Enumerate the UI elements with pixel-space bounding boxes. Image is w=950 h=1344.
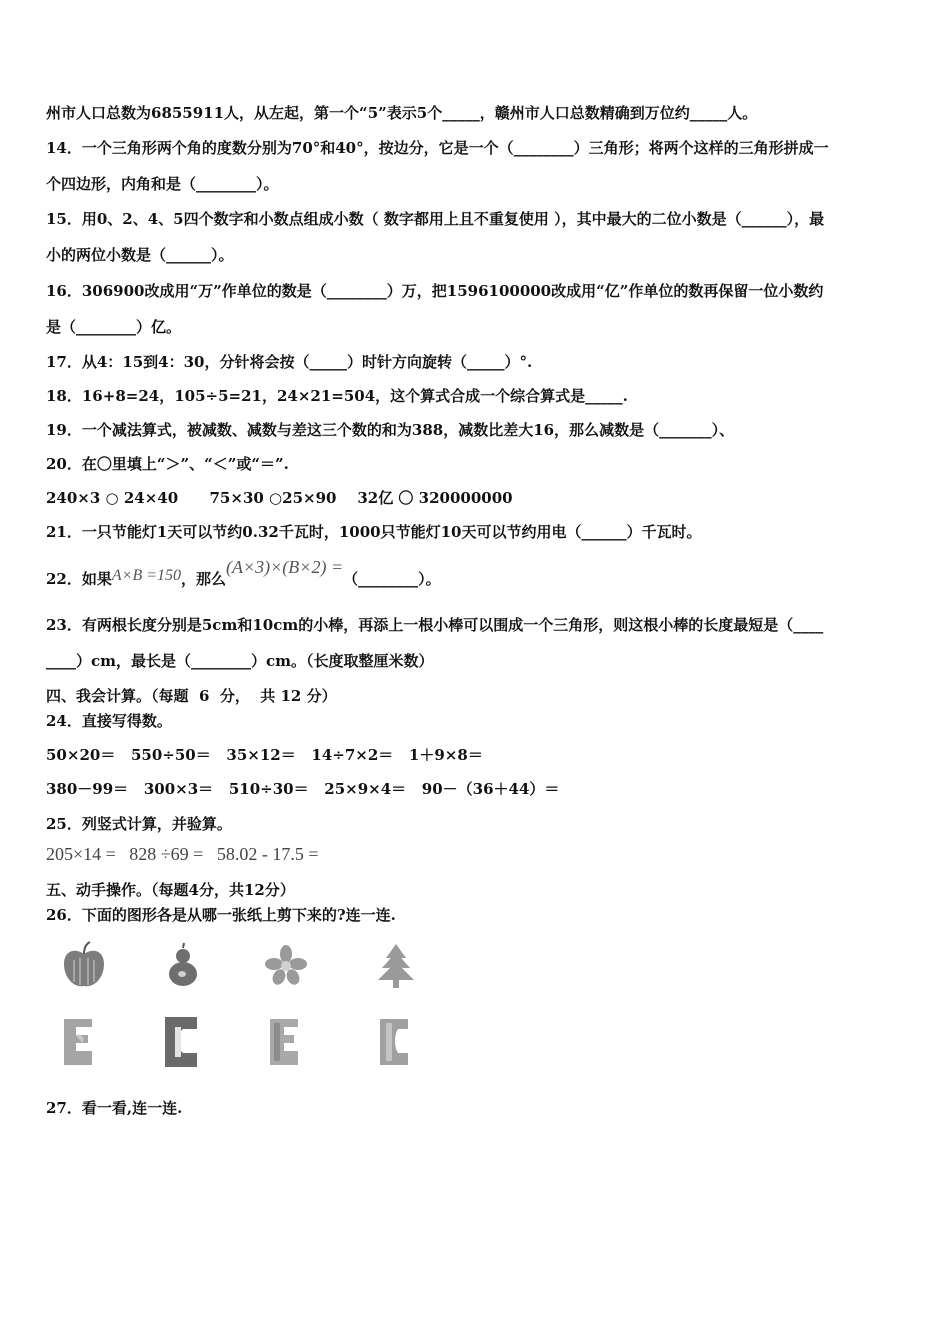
q21-line: 21．一只节能灯1天可以节约0.32千瓦时，1000只节能灯10天可以节约用电（______）千瓦时。 — [46, 523, 702, 541]
cut-paper-4 — [368, 1013, 424, 1071]
q16-line-2: 是（________）亿。 — [46, 318, 182, 336]
q18-line: 18．16+8=24，105÷5=21，24×21=504，这个算式合成一个综合算式是_____. — [46, 387, 628, 405]
cut-paper-2 — [155, 1013, 211, 1071]
q25-line: 25．列竖式计算，并验算。 — [46, 815, 232, 833]
q22-suffix: （________）。 — [343, 570, 441, 588]
q20-line-2: 240×3 ○ 24×40 75×30 ○25×90 32亿 〇 320000000 — [46, 489, 513, 507]
q22-prefix: 22．如果 — [46, 570, 112, 588]
q24-row-2: 380－99＝ 300×3＝ 510÷30＝ 25×9×4＝ 90－（36＋44）＝ — [46, 780, 560, 798]
apple-icon — [56, 938, 112, 996]
q22-formula-2: (A×3)×(B×2) = — [226, 557, 344, 577]
q22-line — [46, 557, 441, 596]
q24-line: 24．直接写得数。 — [46, 712, 172, 730]
q19-line: 19．一个减法算式，被减数、减数与差这三个数的和为388，减数比差大16，那么减数是（_______）、 — [46, 421, 735, 439]
q25-calc: 205×14 = 828 ÷69 = 58.02 - 17.5 = — [46, 844, 319, 864]
q14-line-2: 个四边形，内角和是（________）。 — [46, 175, 279, 193]
q15-line-1: 15．用0、2、4、5四个数字和小数点组成小数（ 数字都用上且不重复使用 ），其中最大的二位小数是（______），最 — [46, 210, 825, 228]
q15-line-2: 小的两位小数是（______）。 — [46, 246, 234, 264]
q23-line-1: 23．有两根长度分别是5cm和10cm的小棒，再添上一根小棒可以围成一个三角形，则这根小棒的长度最短是（____ — [46, 616, 824, 634]
flower-icon — [258, 938, 314, 996]
q27-line: 27．看一看,连一连. — [46, 1099, 183, 1117]
q14-line-1: 14．一个三角形两个角的度数分别为70°和40°，按边分，它是一个（________）三角形；将两个这样的三角形拼成一 — [46, 139, 829, 157]
q26-line: 26．下面的图形各是从哪一张纸上剪下来的?连一连. — [46, 906, 396, 924]
q22-formula-1: A×B =150 — [111, 567, 182, 584]
tree-icon — [368, 938, 424, 996]
cut-paper-1 — [56, 1013, 112, 1071]
q23-line-2: ____）cm，最长是（________）cm。（长度取整厘米数） — [46, 652, 434, 670]
section-5-heading: 五、动手操作。（每题4分，共12分） — [46, 881, 295, 899]
section-4-heading: 四、我会计算。（每题 6 分， 共 12 分） — [46, 687, 337, 705]
cut-paper-3 — [258, 1013, 314, 1071]
q22-middle: ，那么 — [181, 570, 227, 588]
q13-line: 州市人口总数为6855911人，从左起，第一个“5”表示5个_____，赣州市人口总数精确到万位约_____人。 — [46, 104, 758, 122]
q24-row-1: 50×20＝ 550÷50＝ 35×12＝ 14÷7×2＝ 1＋9×8＝ — [46, 746, 483, 764]
q20-line-1: 20．在〇里填上“＞”、“＜”或“＝”. — [46, 455, 289, 473]
gourd-icon — [155, 938, 211, 996]
q17-line: 17．从4：15到4：30，分针将会按（_____）时针方向旋转（_____）°. — [46, 353, 533, 371]
q16-line-1: 16．306900改成用“万”作单位的数是（________）万，把1596100000改成用“亿”作单位的数再保留一位小数约 — [46, 282, 824, 300]
